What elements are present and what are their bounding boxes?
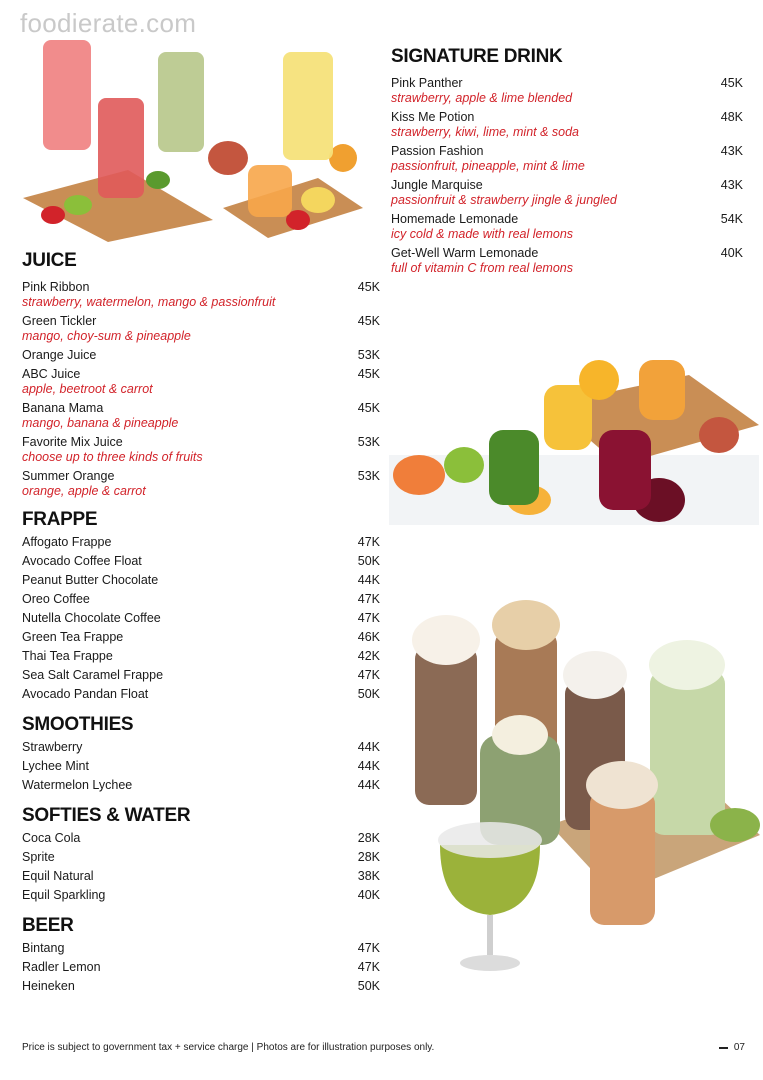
menu-item xyxy=(22,630,380,645)
menu-item xyxy=(391,110,743,140)
item-price: 45K xyxy=(357,401,380,415)
item-description: strawberry, watermelon, mango & passionfruit xyxy=(22,295,276,309)
juice-section xyxy=(22,250,380,499)
item-name: Jungle Marquise xyxy=(391,178,483,192)
item-name: Watermelon Lychee xyxy=(22,778,133,792)
menu-item xyxy=(22,668,380,683)
item-price: 46K xyxy=(357,630,380,644)
menu-item xyxy=(22,850,380,865)
signature-drink-list xyxy=(391,76,743,276)
softies-water-section xyxy=(22,805,380,903)
item-price: 47K xyxy=(357,535,380,549)
menu-item xyxy=(22,979,380,994)
item-name: Summer Orange xyxy=(22,469,115,483)
menu-item xyxy=(22,778,380,793)
item-description: choose up to three kinds of fruits xyxy=(22,450,203,464)
item-name: Oreo Coffee xyxy=(22,592,90,606)
menu-item xyxy=(22,831,380,846)
item-price: 40K xyxy=(720,246,743,260)
item-name: Lychee Mint xyxy=(22,759,89,773)
item-price: 45K xyxy=(720,76,743,90)
menu-item xyxy=(22,941,380,956)
section-title-signature-drink: SIGNATURE DRINK xyxy=(391,46,563,67)
item-name: Heineken xyxy=(22,979,75,993)
item-name: Sprite xyxy=(22,850,55,864)
item-description: full of vitamin C from real lemons xyxy=(391,261,574,275)
item-name: Passion Fashion xyxy=(391,144,484,158)
item-price: 53K xyxy=(357,469,380,483)
item-price: 44K xyxy=(357,740,380,754)
item-description: strawberry, kiwi, lime, mint & soda xyxy=(391,125,580,139)
menu-item xyxy=(22,314,380,344)
item-price: 43K xyxy=(720,144,743,158)
item-price: 47K xyxy=(357,941,380,955)
item-price: 28K xyxy=(357,850,380,864)
signature-drink-section xyxy=(391,46,743,276)
softies-water-list xyxy=(22,831,380,903)
section-title-juice: JUICE xyxy=(22,250,77,271)
item-name: Homemade Lemonade xyxy=(391,212,519,226)
item-price: 40K xyxy=(357,888,380,902)
menu-item xyxy=(391,212,743,242)
item-name: Green Tea Frappe xyxy=(22,630,124,644)
right-column xyxy=(391,46,743,280)
left-column xyxy=(22,250,380,994)
menu-item xyxy=(22,280,380,310)
item-price: 45K xyxy=(357,280,380,294)
frappe-list xyxy=(22,535,380,702)
item-price: 45K xyxy=(357,367,380,381)
item-name: Green Tickler xyxy=(22,314,97,328)
item-description: passionfruit, pineapple, mint & lime xyxy=(391,159,585,173)
menu-item xyxy=(391,178,743,208)
item-name: Radler Lemon xyxy=(22,960,101,974)
item-name: ABC Juice xyxy=(22,367,81,381)
menu-item xyxy=(22,554,380,569)
footer-note: Price is subject to government tax + service charge | Photos are for illustration purposes only. xyxy=(22,1042,435,1053)
item-price: 47K xyxy=(357,960,380,974)
item-name: Kiss Me Potion xyxy=(391,110,475,124)
menu-item xyxy=(22,592,380,607)
menu-item xyxy=(22,573,380,588)
beer-list xyxy=(22,941,380,994)
frappe-section xyxy=(22,509,380,702)
item-price: 45K xyxy=(357,314,380,328)
item-price: 47K xyxy=(357,592,380,606)
item-description: mango, choy-sum & pineapple xyxy=(22,329,191,343)
menu-item xyxy=(22,469,380,499)
item-description: strawberry, apple & lime blended xyxy=(391,91,573,105)
item-name: Nutella Chocolate Coffee xyxy=(22,611,161,625)
menu-item xyxy=(22,888,380,903)
item-name: Affogato Frappe xyxy=(22,535,112,549)
juice-glasses-photo xyxy=(18,30,383,245)
beer-section xyxy=(22,915,380,994)
menu-item xyxy=(22,759,380,774)
menu-item xyxy=(22,535,380,550)
item-name: Equil Natural xyxy=(22,869,94,883)
item-name: Favorite Mix Juice xyxy=(22,435,123,449)
item-price: 50K xyxy=(357,554,380,568)
item-description: mango, banana & pineapple xyxy=(22,416,179,430)
section-title-smoothies: SMOOTHIES xyxy=(22,714,134,735)
item-price: 54K xyxy=(720,212,743,226)
item-price: 44K xyxy=(357,573,380,587)
menu-item xyxy=(22,649,380,664)
item-description: passionfruit & strawberry jingle & jungled xyxy=(391,193,617,207)
item-name: Banana Mama xyxy=(22,401,104,415)
smoothies-section xyxy=(22,714,380,793)
item-name: Equil Sparkling xyxy=(22,888,106,902)
item-price: 43K xyxy=(720,178,743,192)
item-price: 44K xyxy=(357,759,380,773)
item-price: 47K xyxy=(357,668,380,682)
menu-item xyxy=(22,611,380,626)
item-price: 44K xyxy=(357,778,380,792)
section-title-frappe: FRAPPE xyxy=(22,509,98,530)
watermark: foodierate.com xyxy=(20,8,197,38)
menu-item xyxy=(22,435,380,465)
item-price: 50K xyxy=(357,687,380,701)
item-name: Get-Well Warm Lemonade xyxy=(391,246,539,260)
item-name: Avocado Pandan Float xyxy=(22,687,149,701)
menu-item xyxy=(391,246,743,276)
section-title-beer: BEER xyxy=(22,915,74,936)
item-price: 53K xyxy=(357,348,380,362)
item-description: apple, beetroot & carrot xyxy=(22,382,153,396)
page-number xyxy=(719,1042,745,1053)
menu-item xyxy=(22,960,380,975)
menu-item xyxy=(22,740,380,755)
menu-item xyxy=(22,401,380,431)
item-name: Bintang xyxy=(22,941,65,955)
item-price: 38K xyxy=(357,869,380,883)
item-price: 50K xyxy=(357,979,380,993)
fruit-juice-photo xyxy=(389,335,759,525)
page-number-text: 07 xyxy=(733,1042,745,1053)
item-name: Coca Cola xyxy=(22,831,81,845)
item-description: icy cold & made with real lemons xyxy=(391,227,574,241)
item-price: 28K xyxy=(357,831,380,845)
item-name: Thai Tea Frappe xyxy=(22,649,113,663)
section-title-softies-water: SOFTIES & WATER xyxy=(22,805,191,826)
menu-item xyxy=(22,687,380,702)
smoothies-list xyxy=(22,740,380,793)
item-name: Sea Salt Caramel Frappe xyxy=(22,668,164,682)
item-price: 53K xyxy=(357,435,380,449)
item-name: Avocado Coffee Float xyxy=(22,554,142,568)
item-name: Strawberry xyxy=(22,740,83,754)
item-price: 48K xyxy=(720,110,743,124)
menu-item xyxy=(391,144,743,174)
item-price: 42K xyxy=(357,649,380,663)
menu-item xyxy=(22,367,380,397)
menu-item xyxy=(22,348,380,363)
frappe-photo xyxy=(405,595,760,985)
item-price: 47K xyxy=(357,611,380,625)
item-name: Pink Ribbon xyxy=(22,280,90,294)
menu-item xyxy=(391,76,743,106)
item-name: Peanut Butter Chocolate xyxy=(22,573,159,587)
juice-list xyxy=(22,280,380,499)
item-name: Pink Panther xyxy=(391,76,463,90)
item-name: Orange Juice xyxy=(22,348,97,362)
dash-mark xyxy=(719,1047,728,1049)
item-description: orange, apple & carrot xyxy=(22,484,146,498)
menu-item xyxy=(22,869,380,884)
